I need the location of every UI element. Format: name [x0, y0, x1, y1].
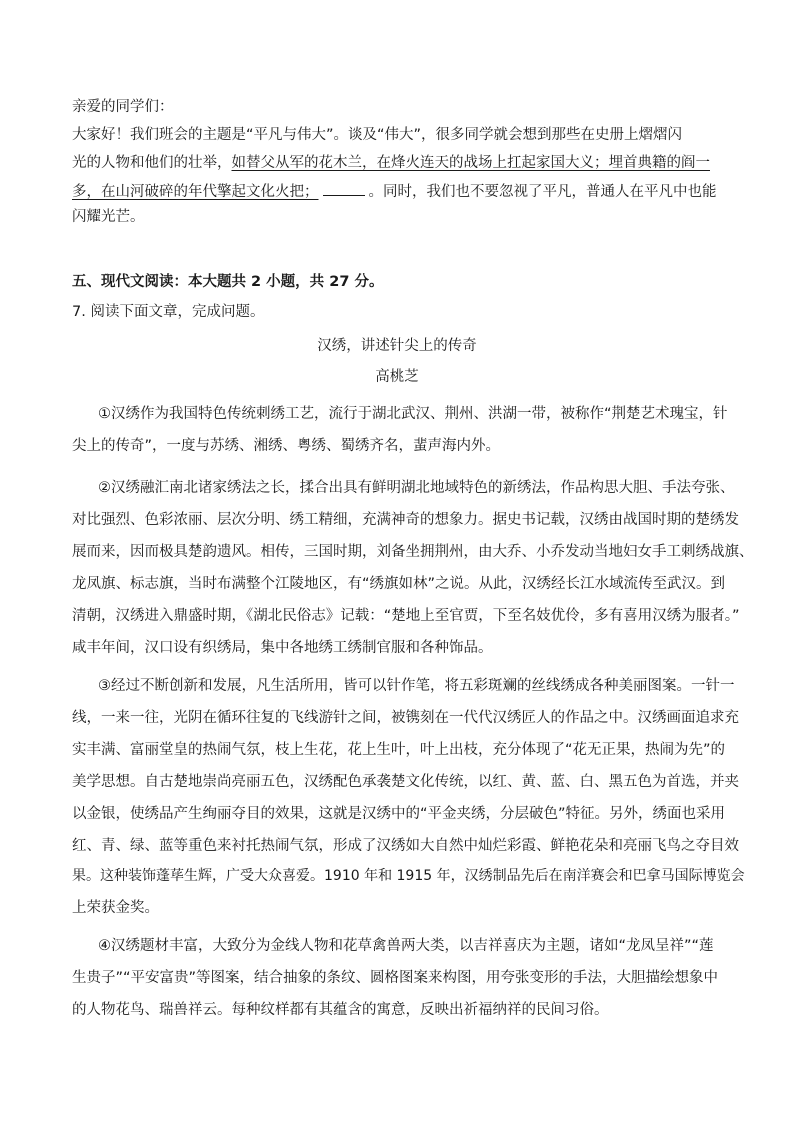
letter-line: [72, 153, 710, 173]
article-line: 对比强烈、色彩浓丽、层次分明、绣工精细，充满神奇的想象力。据史书记载，汉绣由战国时期的楚绣发: [72, 512, 739, 528]
article-line: 清朝，汉绣进入鼎盛时期，《湖北民俗志》记载：“楚地上至官贾，下至名妓优伶，多有喜用汉绣为服者。”: [72, 608, 740, 624]
letter-text: 光的人物和他们的壮举，: [72, 155, 232, 171]
article-line: 龙凤旗、标志旗，当时布满整个江陵地区，有“绣旗如林”之说。从此，汉绣经长江水域流传至武汉。到: [72, 576, 726, 592]
letter-line: 大家好！我们班会的主题是“平凡与伟大”。谈及“伟大”，很多同学就会想到那些在史册上熠熠闪: [72, 127, 683, 143]
article-line: 的人物花鸟、瑞兽祥云。每种纹样都有其蕴含的寓意，反映出祈福纳祥的民间习俗。: [72, 1002, 609, 1018]
article-line: 展而来，因而极具楚韵遗风。相传，三国时期，刘备坐拥荆州，由大乔、小乔发动当地妇女手工刺绣战旗、: [72, 544, 754, 560]
article-line: 果。这种装饰蓬荜生辉，广受大众喜爱。1910 年和 1915 年，汉绣制品先后在南洋赛会和巴拿马国际博览会: [72, 868, 745, 884]
article-line: ①汉绣作为我国特色传统刺绣工艺，流行于湖北武汉、荆州、洪湖一带，被称作“荆楚艺术瑰宝，针: [98, 406, 728, 422]
article-title: 汉绣，讲述针尖上的传奇: [317, 338, 477, 354]
article-line: 生贵子”“平安富贵”等图案，结合抽象的条纹、圆格图案来构图，用夸张变形的手法，大胆描绘想象中: [72, 970, 719, 986]
article-line: ④汉绣题材丰富，大致分为金线人物和花草禽兽两大类，以吉祥喜庆为主题，诸如“龙凤呈祥”“莲: [98, 938, 714, 954]
article-line: ③经过不断创新和发展，凡生活所用，皆可以针作笔，将五彩斑斓的丝线绣成各种美丽图案。一针一: [98, 678, 735, 694]
underlined-example: 多，在山河破碎的年代擎起文化火把；: [72, 184, 319, 200]
article-line: 实丰满、富丽堂皇的热闹气氛，枝上生花，花上生叶，叶上出枝，充分体现了“花无正果，热闹为先”的: [72, 742, 726, 758]
article-line: 美学思想。自古楚地崇尚亮丽五色，汉绣配色承袭楚文化传统，以红、黄、蓝、白、黑五色为首选，并夹: [72, 774, 739, 790]
letter-text: 。同时，我们也不要忽视了平凡，普通人在平凡中也能: [368, 184, 717, 200]
article-line: 咸丰年间，汉口设有织绣局，集中各地绣工绣制官服和各种饰品。: [72, 640, 493, 656]
article-line: 红、青、绿、蓝等重色来衬托热闹气氛，形成了汉绣如大自然中灿烂彩霞、鲜艳花朵和亮丽飞鸟之夺目效: [72, 838, 739, 854]
article-line: 线，一来一往，光阴在循环往复的飞线游针之间，被镌刻在一代代汉绣匠人的作品之中。汉绣画面追求充: [72, 710, 739, 726]
article-line: 尖上的传奇”，一度与苏绣、湘绣、粤绣、蜀绣齐名，蜚声海内外。: [72, 438, 501, 454]
letter-line: [72, 181, 717, 202]
underlined-example: 如替父从军的花木兰，在烽火连天的战场上扛起家国大义；埋首典籍的阎一: [231, 155, 710, 171]
question-prompt: 7. 阅读下面文章，完成问题。: [72, 304, 265, 320]
article-author: 高桃芝: [375, 369, 419, 385]
article-line: 以金银，使绣品产生绚丽夺目的效果，这就是汉绣中的“平金夹绣，分层破色”特征。另外，绣面也采用: [72, 806, 726, 822]
section-heading: 五、现代文阅读：本大题共 2 小题，共 27 分。: [72, 274, 384, 290]
article-line: ②汉绣融汇南北诸家绣法之长，揉合出具有鲜明湖北地域特色的新绣法，作品构思大胆、手法夸张、: [98, 480, 735, 496]
article-line: 上荣获金奖。: [72, 900, 159, 916]
letter-salutation: 亲爱的同学们：: [72, 99, 174, 115]
answer-blank[interactable]: [323, 181, 365, 196]
letter-line: 闪耀光芒。: [72, 209, 145, 225]
